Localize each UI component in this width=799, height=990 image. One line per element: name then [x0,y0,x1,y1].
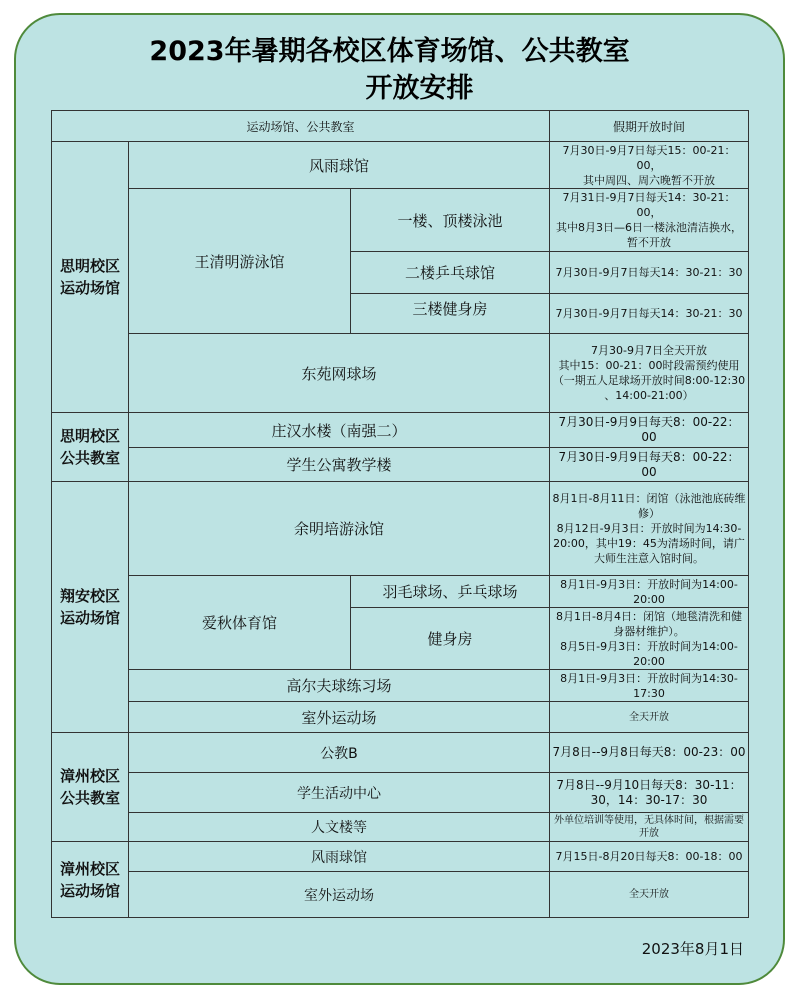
venue-student-apartment: 学生公寓教学楼 [129,448,550,482]
venue-renwen: 人文楼等 [129,813,550,842]
hours-fengyu-siming: 7月30日-9月7日每天15：00-21：00， 其中周四、周六晚暂不开放 [550,142,749,189]
hours-renwen: 外单位培训等使用，无具体时间，根据需要开放 [550,813,749,842]
hours-student-activity-center: 7月8日--9月10日每天8：30-11：30，14：30-17：30 [550,773,749,813]
hours-wqm-floor3: 7月30日-9月7日每天14：30-21：30 [550,294,749,334]
venue-wqm-floor3: 三楼健身房 [351,294,550,334]
hours-aiqiu-badminton: 8月1日-9月3日：开放时间为14:00-20:00 [550,576,749,608]
hours-zhuanghan: 7月30日-9月9日每天8：00-22：00 [550,413,749,448]
venue-outdoor-zhangzhou: 室外运动场 [129,872,550,918]
group-siming-classrooms: 思明校区 公共教室 [52,413,129,482]
hours-yumingpei-pool: 8月1日-8月11日：闭馆（泳池池底砖维修） 8月12日-9月3日：开放时间为14:30-20:00，其中19：45为清场时间，请广大师生注意入馆时间。 [550,482,749,576]
venue-fengyu-zhangzhou: 风雨球馆 [129,842,550,872]
hours-gongjiao-b: 7月8日--9月8日每天8：00-23：00 [550,733,749,773]
hours-student-apartment: 7月30日-9月9日每天8：00-22：00 [550,448,749,482]
venue-wqm-floor1: 一楼、顶楼泳池 [351,189,550,252]
venue-aiqiu-badminton: 羽毛球场、乒乓球场 [351,576,550,608]
hours-aiqiu-fitness: 8月1日-8月4日：闭馆（地毯清洗和健身器材维护）。 8月5日-9月3日：开放时间为14:00-20:00 [550,608,749,670]
venue-aiqiu-gym: 爱秋体育馆 [129,576,351,670]
hours-wqm-floor2: 7月30日-9月7日每天14：30-21：30 [550,252,749,294]
venue-wangqingming-pool: 王清明游泳馆 [129,189,351,334]
group-siming-sports: 思明校区 运动场馆 [52,142,129,413]
venue-student-activity-center: 学生活动中心 [129,773,550,813]
venue-yumingpei-pool: 余明培游泳馆 [129,482,550,576]
schedule-table [51,110,749,918]
group-xiangan-sports: 翔安校区 运动场馆 [52,482,129,733]
hours-golf: 8月1日-9月3日：开放时间为14:30-17:30 [550,670,749,702]
venue-outdoor-xiangan: 室外运动场 [129,702,550,733]
venue-golf: 高尔夫球练习场 [129,670,550,702]
group-zhangzhou-sports: 漳州校区 运动场馆 [52,842,129,918]
hours-wqm-floor1: 7月31日-9月7日每天14：30-21：00， 其中8月3日—6日一楼泳池清洁换水，暂不开放 [550,189,749,252]
venue-fengyu-siming: 风雨球馆 [129,142,550,189]
hours-fengyu-zhangzhou: 7月15日-8月20日每天8：00-18：00 [550,842,749,872]
venue-zhuanghan: 庄汉水楼（南强二） [129,413,550,448]
venue-aiqiu-fitness: 健身房 [351,608,550,670]
hours-dongyuan-tennis: 7月30-9月7日全天开放 其中15：00-21：00时段需预约使用 （一期五人足球场开放时间8:00-12:30 、14:00-21:00） [550,334,749,413]
header-venue: 运动场馆、公共教室 [52,111,550,142]
venue-gongjiao-b: 公教B [129,733,550,773]
venue-dongyuan-tennis: 东苑网球场 [129,334,550,413]
footer-date: 2023年8月1日 [641,940,744,958]
venue-wqm-floor2: 二楼乒乓球馆 [351,252,550,294]
page-subtitle: 开放安排 [365,73,474,104]
page-title: 2023年暑期各校区体育场馆、公共教室 [149,36,630,67]
header-hours: 假期开放时间 [550,111,749,142]
group-zhangzhou-classrooms: 漳州校区 公共教室 [52,733,129,842]
hours-outdoor-xiangan: 全天开放 [550,702,749,733]
hours-outdoor-zhangzhou: 全天开放 [550,872,749,918]
